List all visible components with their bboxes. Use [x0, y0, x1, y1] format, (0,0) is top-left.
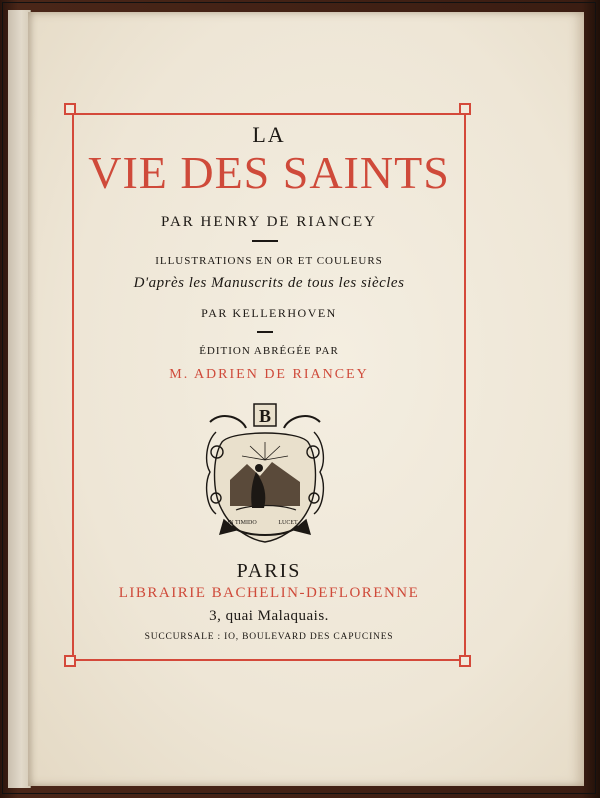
frame-corner-bottom-left [64, 655, 76, 667]
frame-corner-top-left [64, 103, 76, 115]
frame-corner-top-right [459, 103, 471, 115]
illustrations-line: ILLUSTRATIONS EN OR ET COULEURS [155, 255, 383, 267]
device-initial: B [258, 406, 272, 426]
pre-title: LA [252, 122, 286, 147]
book-title: VIE DES SAINTS [88, 147, 450, 198]
publisher-name: LIBRAIRIE BACHELIN-DEFLORENNE [118, 585, 420, 601]
device-motto-right: LUCET [278, 520, 298, 526]
branch-address: SUCCURSALE : IO, BOULEVARD DES CAPUCINES [144, 632, 394, 642]
device-motto-left: IN TIMIDO [227, 520, 257, 526]
publisher-device-emblem [202, 402, 328, 550]
rule-divider [257, 331, 273, 333]
edition-line: ÉDITION ABRÉGÉE PAR [199, 345, 339, 357]
imprint-city: PARIS [236, 560, 302, 582]
frame-corner-bottom-right [459, 655, 471, 667]
illustrator-line: PAR KELLERHOVEN [201, 306, 337, 320]
author-line: PAR HENRY DE RIANCEY [161, 214, 377, 230]
publisher-address: 3, quai Malaquais. [209, 608, 329, 624]
editor-line: M. ADRIEN DE RIANCEY [169, 367, 369, 382]
source-line: D'après les Manuscrits de tous les siècles [133, 275, 405, 291]
rule-divider [252, 240, 278, 242]
